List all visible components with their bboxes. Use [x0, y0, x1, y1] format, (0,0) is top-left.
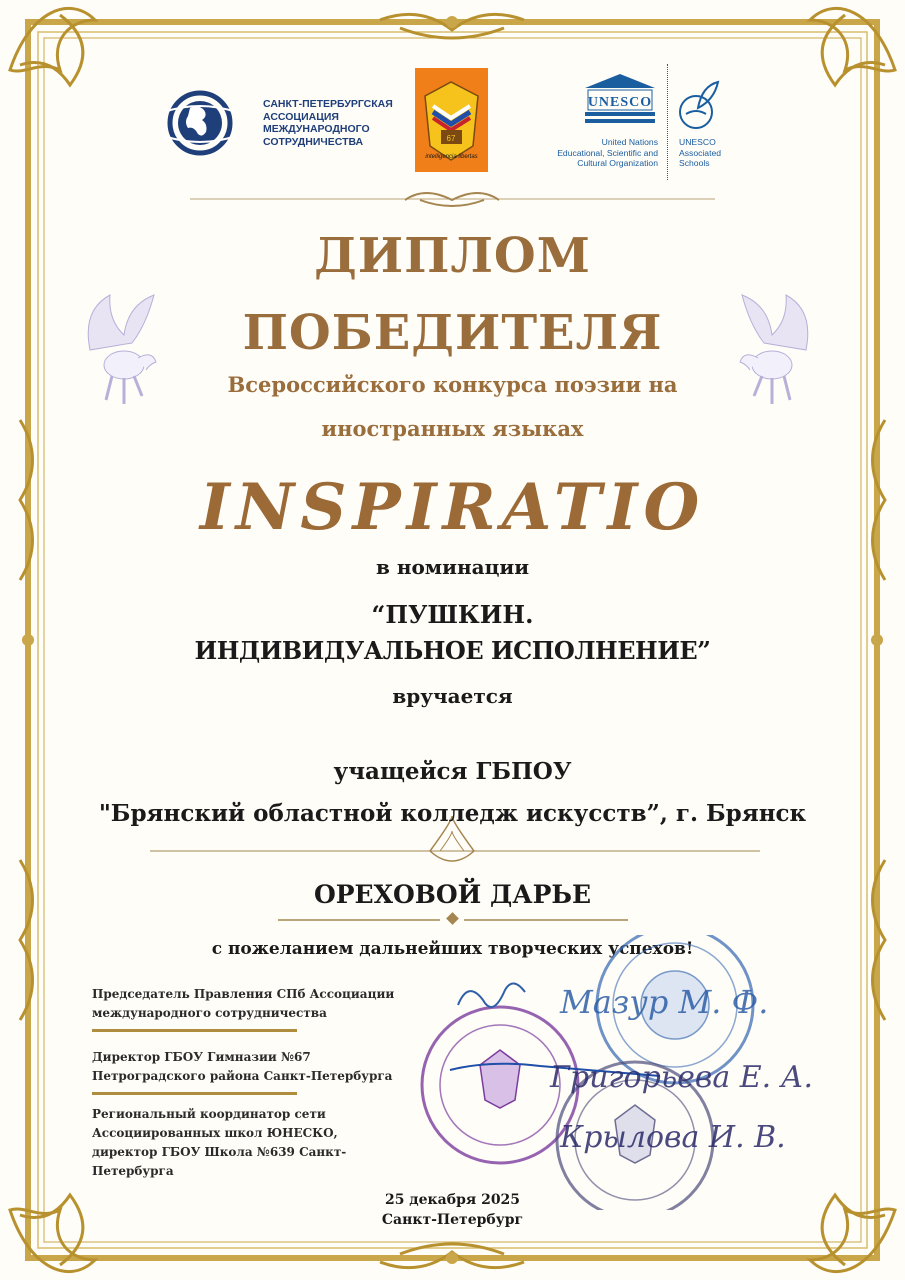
unesco-divider: [667, 64, 668, 180]
unesco-caption: United Nations Educational, Scientific and Cultural Organization: [557, 137, 658, 168]
school-number: 67: [446, 134, 456, 143]
awarded-text: вручается: [392, 684, 513, 708]
school-motto: intelligencia libertas: [425, 154, 478, 160]
asp-caption: UNESCO Associated Schools: [679, 137, 722, 168]
nomination-intro: в номинации: [375, 555, 530, 579]
unesco-asp-icon: [676, 78, 722, 136]
signature-block-3: Региональный координатор сети Ассоциированных школ ЮНЕСКО, директор ГБОУ Школа №639 Санкт-Петербурга: [92, 1107, 347, 1178]
recipient-name: ОРЕХОВОЙ ДАРЬЕ: [313, 880, 592, 909]
competition-line1: Всероссийского конкурса поэзии на: [227, 372, 678, 397]
unesco-temple-icon: [580, 72, 660, 132]
signature-block-2: Директор ГБОУ Гимназии №67 Петроградского района Санкт-Петербурга: [92, 1050, 393, 1083]
issue-date: 25 декабря 2025: [384, 1192, 521, 1208]
issue-place: Санкт-Петербург: [381, 1212, 524, 1228]
gymnasium-67-logo: [415, 68, 488, 172]
signature-line-2: [92, 1092, 297, 1095]
competition-name: INSPIRATIO: [199, 470, 706, 545]
signature-2: Григорьева Е. А.: [550, 1060, 814, 1095]
signature-block-1: Председатель Правления СПб Ассоциации международного сотрудничества: [92, 987, 395, 1020]
competition-line2: иностранных языках: [321, 416, 584, 441]
signature-3: Крылова И. В.: [560, 1120, 786, 1155]
diploma-title-line2: ПОБЕДИТЕЛЯ: [242, 305, 663, 361]
diploma-title-line1: ДИПЛОМ: [314, 228, 591, 284]
signature-line-1: [92, 1029, 297, 1032]
recipient-line1: учащейся ГБПОУ: [333, 758, 572, 785]
stamps-and-signatures: [410, 935, 860, 1210]
recipient-line2: "Брянский областной колледж искусств”, г. Брянск: [98, 800, 807, 827]
wish-text: с пожеланием дальнейших творческих успехов!: [211, 939, 694, 959]
spb-association-name: САНКТ-ПЕТЕРБУРГСКАЯ АССОЦИАЦИЯ МЕЖДУНАРОДНОГО СОТРУДНИЧЕСТВА: [263, 98, 393, 148]
nomination-line2: ИНДИВИДУАЛЬНОЕ ИСПОЛНЕНИЕ”: [194, 636, 711, 665]
nomination-line1: “ПУШКИН.: [371, 600, 534, 629]
unesco-word: UNESCO: [587, 95, 653, 110]
signature-1: Мазур М. Ф.: [560, 983, 769, 1021]
globe-logo-icon: [160, 90, 240, 156]
